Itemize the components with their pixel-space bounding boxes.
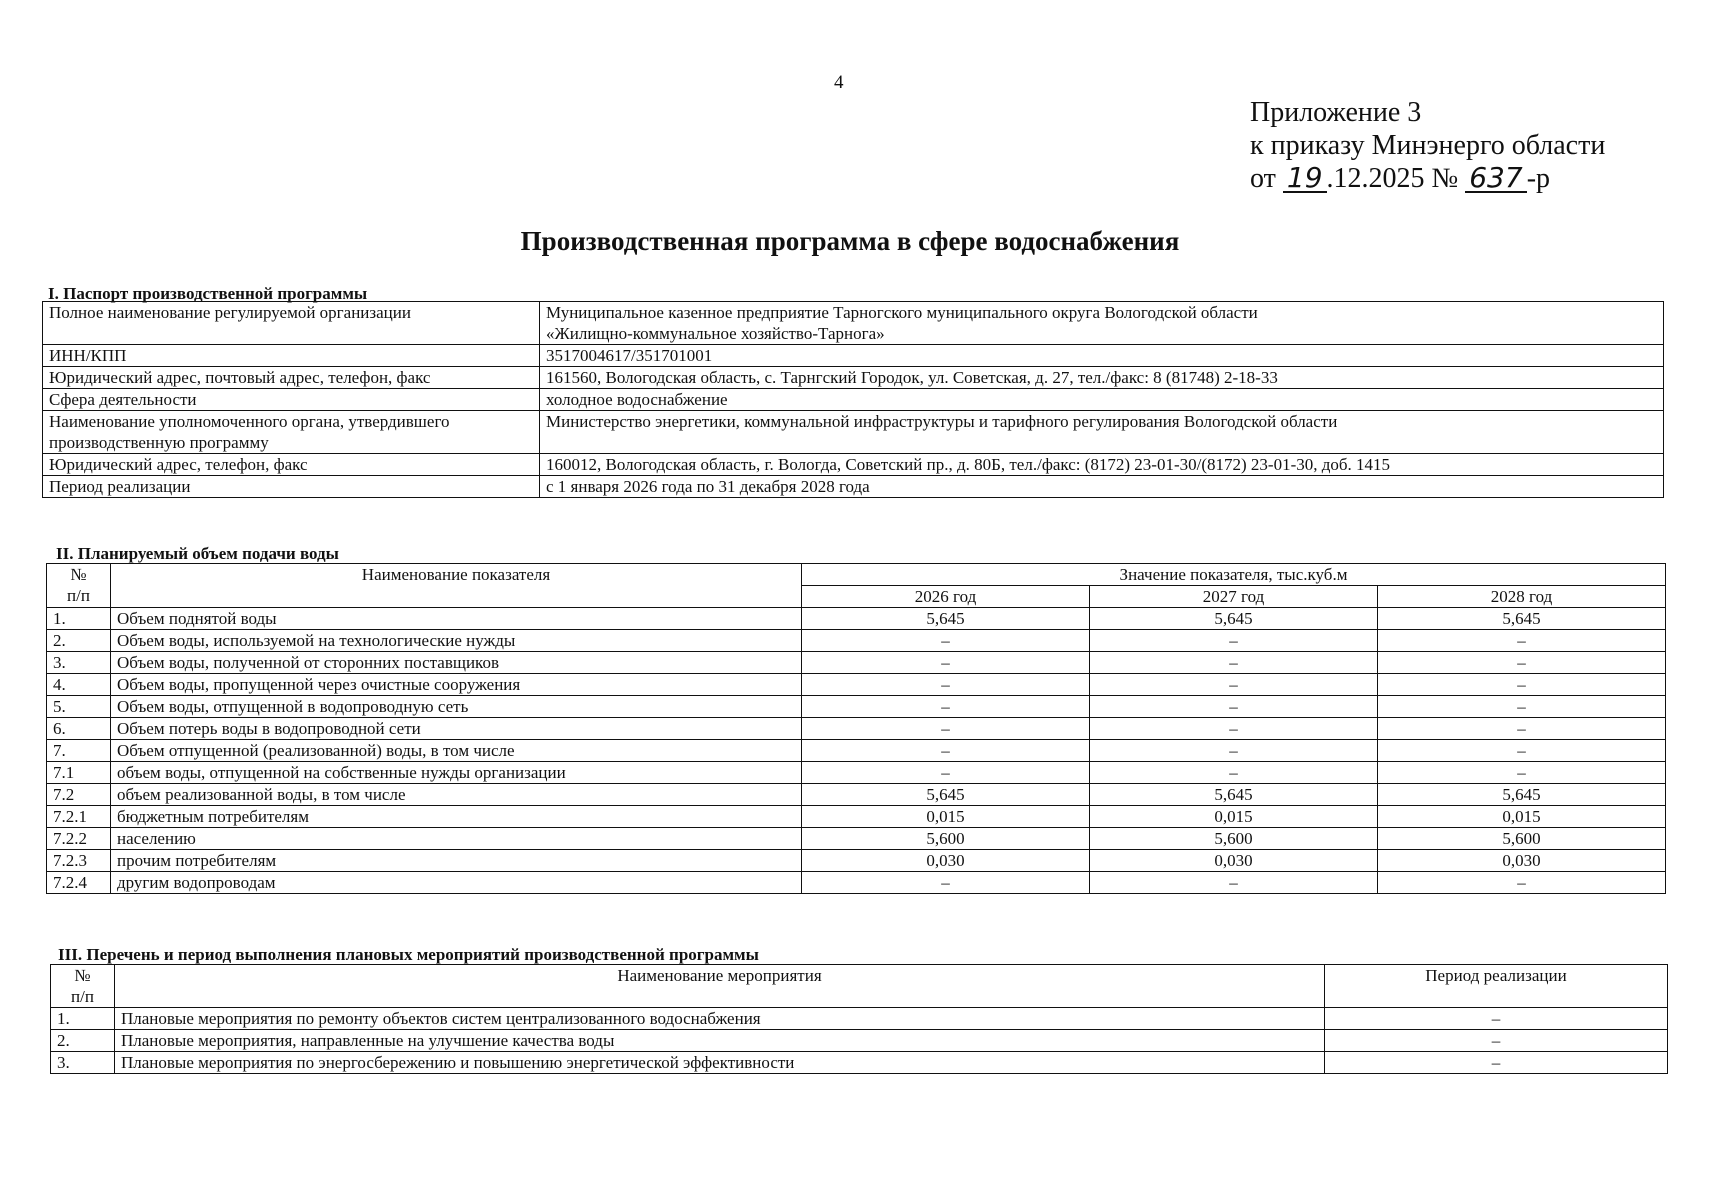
table-row bbox=[43, 476, 1664, 498]
passport-value bbox=[540, 367, 1664, 389]
volume-row-num: 7.2.3 bbox=[47, 850, 111, 872]
volume-row-num: 7.2 bbox=[47, 784, 111, 806]
volume-row-value: 5,645 bbox=[1378, 784, 1666, 806]
volume-row-num: 7.2.2 bbox=[47, 828, 111, 850]
volume-row-num: 4. bbox=[47, 674, 111, 696]
volume-row-value: 0,015 bbox=[1378, 806, 1666, 828]
section-title-passport: I. Паспорт производственной программы bbox=[48, 284, 368, 303]
appendix-line-2: к приказу Минэнерго области bbox=[1250, 130, 1606, 161]
volume-row-name: Объем воды, отпущенной в водопроводную сеть bbox=[111, 696, 802, 718]
volume-row-value: 5,645 bbox=[1090, 608, 1378, 630]
volume-row-num: 5. bbox=[47, 696, 111, 718]
volume-header-num: № п/п bbox=[47, 564, 111, 608]
table-row bbox=[51, 1052, 1668, 1074]
passport-label-text: Наименование уполномоченного органа, утвердившего bbox=[49, 412, 450, 431]
appendix-line-3 bbox=[1250, 162, 1605, 195]
volume-row-num: 6. bbox=[47, 718, 111, 740]
volume-row-name: другим водопроводам bbox=[111, 872, 802, 894]
volume-row-value: 5,645 bbox=[1378, 608, 1666, 630]
measures-row-name: Плановые мероприятия по ремонту объектов систем централизованного водоснабжения bbox=[115, 1008, 1325, 1030]
volume-row-name: объем воды, отпущенной на собственные нужды организации bbox=[111, 762, 802, 784]
table-row bbox=[47, 652, 1666, 674]
appendix-month-year: .12.2025 № bbox=[1326, 163, 1459, 194]
volume-row-name: Объем поднятой воды bbox=[111, 608, 802, 630]
volume-row-num: 2. bbox=[47, 630, 111, 652]
passport-label-text: Сфера деятельности bbox=[49, 390, 197, 409]
volume-row-value: 0,030 bbox=[1090, 850, 1378, 872]
volume-row-num: 7.2.4 bbox=[47, 872, 111, 894]
volume-header-value: Значение показателя, тыс.куб.м bbox=[802, 564, 1666, 586]
volume-row-value: – bbox=[802, 696, 1090, 718]
measures-row-period: – bbox=[1325, 1030, 1668, 1052]
passport-label bbox=[43, 454, 540, 476]
passport-label-text: ИНН/КПП bbox=[49, 346, 127, 365]
page-number: 4 bbox=[834, 72, 844, 93]
table-row bbox=[43, 345, 1664, 367]
passport-value bbox=[540, 345, 1664, 367]
measures-row-num: 2. bbox=[51, 1030, 115, 1052]
volume-row-value: – bbox=[1378, 718, 1666, 740]
passport-label bbox=[43, 367, 540, 389]
table-row bbox=[47, 806, 1666, 828]
volume-row-num: 7. bbox=[47, 740, 111, 762]
table-row bbox=[43, 389, 1664, 411]
passport-value-text: с 1 января 2026 года по 31 декабря 2028 года bbox=[546, 477, 870, 496]
passport-value bbox=[540, 302, 1664, 345]
table-row bbox=[47, 762, 1666, 784]
table-row bbox=[47, 718, 1666, 740]
volume-row-value: 0,015 bbox=[802, 806, 1090, 828]
passport-label bbox=[43, 389, 540, 411]
table-row bbox=[47, 740, 1666, 762]
volume-row-value: – bbox=[1378, 696, 1666, 718]
volume-row-value: – bbox=[1378, 630, 1666, 652]
volume-row-num: 7.2.1 bbox=[47, 806, 111, 828]
volume-row-name: населению bbox=[111, 828, 802, 850]
volume-row-value: – bbox=[1090, 762, 1378, 784]
table-row bbox=[43, 302, 1664, 345]
volume-header-year: 2027 год bbox=[1090, 586, 1378, 608]
volume-row-value: – bbox=[1090, 674, 1378, 696]
volume-row-value: – bbox=[802, 652, 1090, 674]
volume-row-value: 5,645 bbox=[1090, 784, 1378, 806]
volume-row-name: объем реализованной воды, в том числе bbox=[111, 784, 802, 806]
volume-row-num: 7.1 bbox=[47, 762, 111, 784]
volume-row-value: – bbox=[1378, 762, 1666, 784]
volume-row-name: Объем отпущенной (реализованной) воды, в том числе bbox=[111, 740, 802, 762]
passport-value-text: Министерство энергетики, коммунальной инфраструктуры и тарифного регулирования Вологодской области bbox=[546, 412, 1338, 431]
passport-value bbox=[540, 454, 1664, 476]
volume-row-value: – bbox=[1090, 696, 1378, 718]
volume-row-num: 1. bbox=[47, 608, 111, 630]
measures-row-period: – bbox=[1325, 1052, 1668, 1074]
passport-value-text: холодное водоснабжение bbox=[546, 390, 728, 409]
passport-value bbox=[540, 389, 1664, 411]
volume-row-value: 5,645 bbox=[802, 784, 1090, 806]
table-row bbox=[47, 872, 1666, 894]
volume-row-name: прочим потребителям bbox=[111, 850, 802, 872]
volume-row-value: 0,030 bbox=[802, 850, 1090, 872]
table-row bbox=[47, 784, 1666, 806]
passport-value-text: «Жилищно-коммунальное хозяйство-Тарнога» bbox=[546, 324, 885, 343]
passport-label bbox=[43, 345, 540, 367]
passport-value-text: 3517004617/351701001 bbox=[546, 346, 713, 365]
volume-header-name: Наименование показателя bbox=[111, 564, 802, 608]
volume-row-name: Объем воды, пропущенной через очистные сооружения bbox=[111, 674, 802, 696]
volume-row-value: – bbox=[802, 674, 1090, 696]
volume-row-value: 5,645 bbox=[802, 608, 1090, 630]
passport-label bbox=[43, 411, 540, 454]
volume-row-value: – bbox=[1090, 718, 1378, 740]
passport-label-text: Полное наименование регулируемой организации bbox=[49, 303, 411, 322]
volume-row-value: – bbox=[802, 740, 1090, 762]
volume-row-value: – bbox=[802, 718, 1090, 740]
appendix-suffix: -р bbox=[1526, 163, 1551, 194]
appendix-prefix: от bbox=[1250, 163, 1276, 194]
volume-row-num: 3. bbox=[47, 652, 111, 674]
passport-label-text: Юридический адрес, телефон, факс bbox=[49, 455, 308, 474]
volume-row-value: – bbox=[802, 762, 1090, 784]
passport-value-text: Муниципальное казенное предприятие Тарногского муниципального округа Вологодской области bbox=[546, 303, 1258, 322]
appendix-day: 19 bbox=[1283, 165, 1327, 193]
measures-row-period: – bbox=[1325, 1008, 1668, 1030]
passport-label bbox=[43, 476, 540, 498]
measures-table bbox=[50, 964, 1668, 1074]
table-row bbox=[43, 454, 1664, 476]
passport-table bbox=[42, 301, 1664, 498]
passport-label-text: производственную программу bbox=[49, 433, 269, 452]
passport-label-text: Юридический адрес, почтовый адрес, телефон, факс bbox=[49, 368, 431, 387]
volume-row-name: бюджетным потребителям bbox=[111, 806, 802, 828]
volume-row-value: – bbox=[1090, 630, 1378, 652]
volume-row-value: – bbox=[802, 872, 1090, 894]
volume-row-value: – bbox=[1378, 872, 1666, 894]
measures-row-name: Плановые мероприятия, направленные на улучшение качества воды bbox=[115, 1030, 1325, 1052]
table-row bbox=[43, 411, 1664, 454]
passport-label-text: Период реализации bbox=[49, 477, 191, 496]
passport-value bbox=[540, 411, 1664, 454]
volume-row-value: – bbox=[1378, 652, 1666, 674]
passport-value-text: 160012, Вологодская область, г. Вологда, Советский пр., д. 80Б, тел./факс: (8172) 23-01-30/(8172) 23-01-30, доб. 1415 bbox=[546, 455, 1391, 474]
volume-row-value: 5,600 bbox=[802, 828, 1090, 850]
table-row bbox=[47, 630, 1666, 652]
volume-row-value: 0,030 bbox=[1378, 850, 1666, 872]
table-row bbox=[47, 696, 1666, 718]
volume-row-value: – bbox=[1378, 674, 1666, 696]
volume-header-year: 2026 год bbox=[802, 586, 1090, 608]
table-row bbox=[47, 828, 1666, 850]
table-row bbox=[51, 1030, 1668, 1052]
volume-row-value: – bbox=[1090, 652, 1378, 674]
volume-header-year: 2028 год bbox=[1378, 586, 1666, 608]
passport-label bbox=[43, 302, 540, 345]
measures-row-name: Плановые мероприятия по энергосбережению и повышению энергетической эффективности bbox=[115, 1052, 1325, 1074]
volume-row-value: 5,600 bbox=[1378, 828, 1666, 850]
measures-row-num: 1. bbox=[51, 1008, 115, 1030]
table-row bbox=[47, 850, 1666, 872]
volume-row-value: – bbox=[1378, 740, 1666, 762]
measures-header-num: № п/п bbox=[51, 965, 115, 1008]
volume-row-value: – bbox=[1090, 872, 1378, 894]
table-row bbox=[47, 674, 1666, 696]
section-title-volume: II. Планируемый объем подачи воды bbox=[56, 544, 339, 563]
table-row bbox=[47, 608, 1666, 630]
appendix-line-1: Приложение 3 bbox=[1250, 97, 1422, 128]
measures-header-period: Период реализации bbox=[1325, 965, 1668, 1008]
volume-row-name: Объем потерь воды в водопроводной сети bbox=[111, 718, 802, 740]
document-title: Производственная программа в сфере водоснабжения bbox=[520, 226, 1180, 256]
passport-value-text: 161560, Вологодская область, с. Тарнгский Городок, ул. Советская, д. 27, тел./факс: 8 (81748) 2-18-33 bbox=[546, 368, 1278, 387]
table-row bbox=[51, 1008, 1668, 1030]
appendix-block bbox=[1250, 96, 1605, 195]
volume-row-value: – bbox=[1090, 740, 1378, 762]
volume-row-name: Объем воды, полученной от сторонних поставщиков bbox=[111, 652, 802, 674]
measures-row-num: 3. bbox=[51, 1052, 115, 1074]
appendix-order-number: 637 bbox=[1465, 165, 1526, 193]
volume-row-name: Объем воды, используемой на технологические нужды bbox=[111, 630, 802, 652]
volume-row-value: – bbox=[802, 630, 1090, 652]
passport-value bbox=[540, 476, 1664, 498]
measures-header-name: Наименование мероприятия bbox=[115, 965, 1325, 1008]
volume-table bbox=[46, 563, 1666, 894]
volume-row-value: 5,600 bbox=[1090, 828, 1378, 850]
table-row bbox=[43, 367, 1664, 389]
volume-row-value: 0,015 bbox=[1090, 806, 1378, 828]
section-title-measures: III. Перечень и период выполнения плановых мероприятий производственной программы bbox=[58, 945, 759, 964]
